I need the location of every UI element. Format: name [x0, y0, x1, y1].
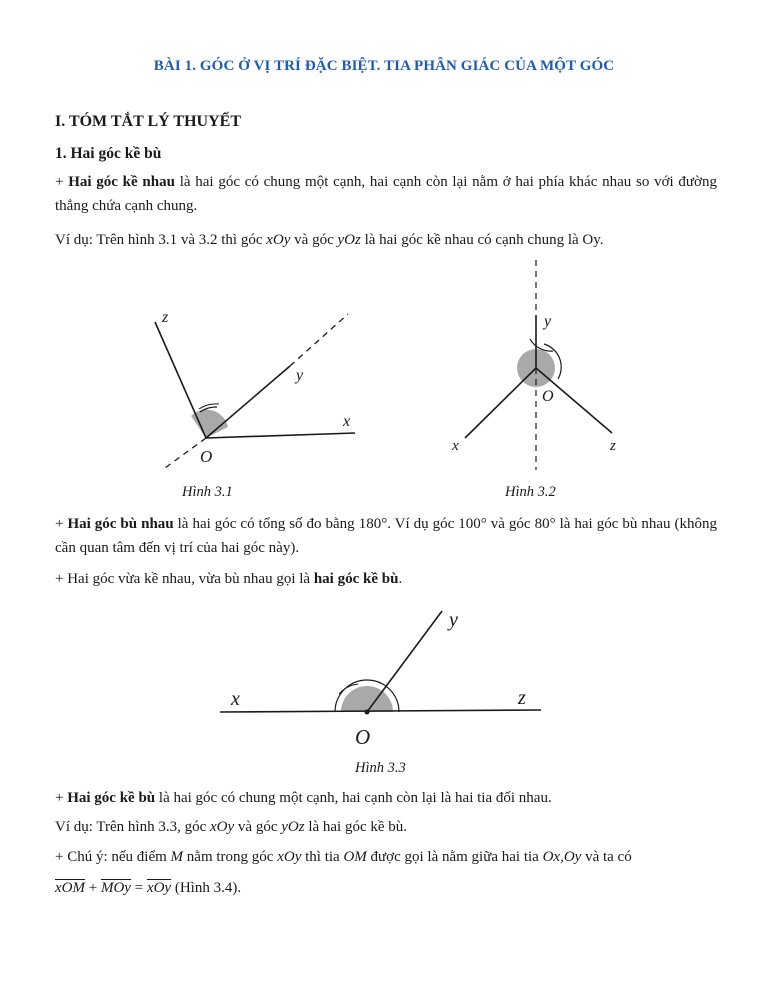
label-y: y	[296, 367, 304, 384]
subsection-heading: 1. Hai góc kề bù	[55, 145, 162, 162]
ray-oz	[155, 322, 206, 438]
figure-3-3	[215, 598, 555, 758]
label-o: O	[542, 388, 554, 405]
angle-xom: $\overline{xOM}$	[55, 880, 85, 896]
page-title: BÀI 1. GÓC Ở VỊ TRÍ ĐẶC BIỆT. TIA PHÂN GIÁC CỦA MỘT GÓC	[153, 58, 615, 74]
label-x: x	[231, 688, 240, 710]
paragraph-supplementary: + Hai góc bù nhau là hai góc có tổng số đo bằng 180°. Ví dụ góc 100° và góc 80° là hai góc bù nhau (không cần quan tâm đến vị trí của hai góc này).	[55, 516, 717, 556]
label-y: y	[449, 609, 458, 631]
formula-line: $\overline{xOM} + \overline{MOy} = \overline{xOy}$ (Hình 3.4).	[55, 880, 242, 896]
ray-oy-dashed	[290, 314, 348, 366]
ray-oy	[206, 366, 290, 438]
paragraph-adjacent-angles: + Hai góc kề nhau là hai góc có chung một cạnh, hai cạnh còn lại nằm ở hai phía khác nhau so với đường thẳng chứa cạnh chung.	[55, 174, 717, 214]
label-y: y	[544, 313, 552, 330]
paragraph-note: + Chú ý: nếu điểm M nằm trong góc xOy thì tia OM được gọi là nằm giữa hai tia Ox,Oy và ta có	[55, 849, 632, 865]
paragraph-adjacent-supplementary: + Hai góc kề bù là hai góc có chung một cạnh, hai cạnh còn lại là hai tia đối nhau.	[55, 790, 552, 806]
caption-3-3: Hình 3.3	[355, 760, 406, 776]
figure-3-1	[130, 300, 380, 480]
paragraph-definition: + Hai góc vừa kề nhau, vừa bù nhau gọi là hai góc kề bù.	[55, 571, 403, 587]
term-adjacent: Hai góc kề nhau	[68, 174, 175, 190]
label-z: z	[162, 309, 169, 326]
angle-filled	[341, 686, 393, 712]
ray-oy	[367, 611, 442, 712]
label-z: z	[610, 438, 616, 454]
angle-xoy: $\overline{xOy}$	[146, 880, 172, 896]
paragraph-example-2: Ví dụ: Trên hình 3.3, góc xOy và góc yOz là hai góc kề bù.	[55, 819, 408, 835]
label-o: O	[355, 725, 371, 749]
paragraph-example-1: Ví dụ: Trên hình 3.1 và 3.2 thì góc xOy và góc yOz là hai góc kề nhau có cạnh chung là Oy.	[55, 232, 604, 248]
figure-3-2	[440, 255, 640, 475]
section-heading: I. TÓM TẮT LÝ THUYẾT	[55, 113, 241, 130]
caption-3-2: Hình 3.2	[505, 484, 556, 500]
label-o: O	[200, 447, 213, 466]
ray-ox	[465, 368, 536, 438]
label-x: x	[343, 413, 351, 430]
ray-ox	[206, 433, 355, 438]
line-xz	[220, 710, 541, 712]
point-o	[365, 710, 370, 715]
angle-moy: $\overline{MOy}$	[100, 880, 131, 896]
label-x: x	[452, 438, 459, 454]
caption-3-1: Hình 3.1	[182, 484, 233, 500]
label-z: z	[518, 687, 526, 709]
